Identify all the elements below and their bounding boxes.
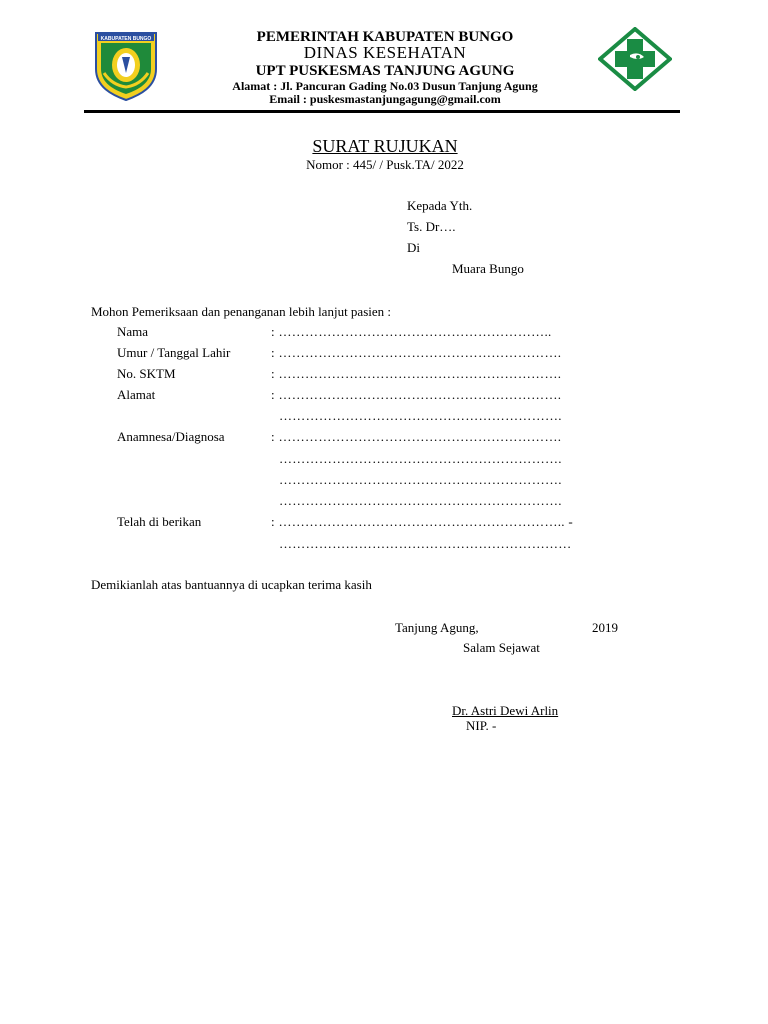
crest-banner-text: KABUPATEN BUNGO [100, 36, 152, 42]
field-value-sktm: : ………………………………………………………. [271, 366, 562, 381]
recipient-line-4: Muara Bungo [452, 261, 524, 276]
recipient-line-3: Di [407, 240, 420, 255]
signatory-nip: NIP. - [466, 718, 497, 733]
letterhead-divider [84, 110, 680, 113]
signatory-name: Dr. Astri Dewi Arlin [452, 703, 559, 718]
field-value-diberikan-2: ………………………………………………………… [279, 536, 572, 551]
recipient-line-2: Ts. Dr…. [407, 219, 456, 234]
puskesmas-cross-icon [598, 27, 672, 91]
field-label-diberikan: Telah di berikan [117, 514, 202, 529]
letterhead-facility: UPT PUSKESMAS TANJUNG AGUNG [255, 63, 515, 79]
field-value-diagnosa-2: ………………………………………………………. [279, 451, 562, 466]
field-value-alamat-2: ………………………………………………………. [279, 408, 562, 423]
field-label-sktm: No. SKTM [117, 366, 176, 381]
closing-text: Demikianlah atas bantuannya di ucapkan terima kasih [91, 577, 372, 592]
field-label-alamat: Alamat [117, 387, 156, 402]
letterhead-government: PEMERINTAH KABUPATEN BUNGO [256, 29, 514, 45]
letterhead-email: Email : puskesmastanjungagung@gmail.com [269, 92, 501, 106]
field-value-diagnosa: : ………………………………………………………. [271, 429, 562, 444]
field-value-diagnosa-4: ………………………………………………………. [279, 493, 562, 508]
signature-year: 2019 [592, 620, 618, 635]
signature-place: Tanjung Agung, [395, 620, 479, 635]
field-value-diagnosa-3: ………………………………………………………. [279, 472, 562, 487]
field-value-diberikan: : ……………………………………………………….. - [271, 514, 574, 529]
field-label-nama: Nama [117, 324, 149, 339]
field-label-umur: Umur / Tanggal Lahir [117, 345, 231, 360]
signature-greeting: Salam Sejawat [463, 640, 540, 655]
letterhead-department: DINAS KESEHATAN [303, 43, 467, 62]
recipient-line-1: Kepada Yth. [407, 198, 473, 213]
kabupaten-bungo-crest-icon [92, 29, 160, 101]
letter-title: SURAT RUJUKAN [312, 136, 458, 156]
letterhead-address: Alamat : Jl. Pancuran Gading No.03 Dusun Tanjung Agung [232, 79, 538, 93]
field-value-umur: : ………………………………………………………. [271, 345, 562, 360]
letter-number: Nomor : 445/ / Pusk.TA/ 2022 [306, 157, 464, 172]
field-label-diagnosa: Anamnesa/Diagnosa [117, 429, 225, 444]
intro-text: Mohon Pemeriksaan dan penanganan lebih lanjut pasien : [91, 304, 392, 319]
field-value-nama: : …………………………………………………….. [271, 324, 552, 339]
field-value-alamat: : ………………………………………………………. [271, 387, 562, 402]
